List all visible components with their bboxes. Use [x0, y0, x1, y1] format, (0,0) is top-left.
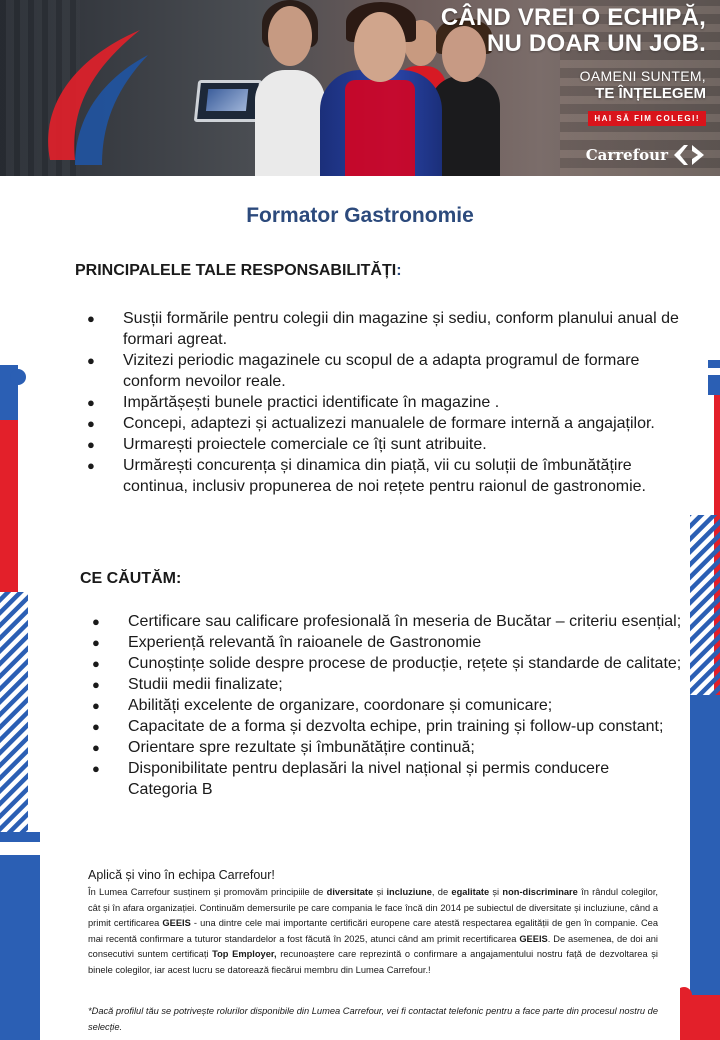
paragraph-highlight: GEEIS [162, 918, 191, 928]
list-item: ● Certificare sau calificare profesională în meseria de Bucătar – criteriu esențial; [92, 611, 682, 632]
banner-headline-line2: NU DOAR UN JOB. [486, 30, 706, 57]
requirements-heading: CE CĂUTĂM: [80, 570, 182, 587]
list-item: ● Orientare spre rezultate și îmbunătățire continuă; [92, 737, 682, 758]
banner-person-vest [345, 80, 415, 176]
banner-subline1: OAMENI SUNTEM, [579, 68, 706, 84]
diversity-paragraph [88, 885, 658, 978]
job-title: Formator Gastronomie [246, 204, 474, 227]
list-item: ● Vizitezi periodic magazinele cu scopul de a adapta programul de formare conform nevoilor reale. [87, 350, 687, 392]
list-item: ● Concepi, adaptezi și actualizezi manualele de formare internă a angajaților. [87, 413, 687, 434]
requirements-list [92, 611, 682, 800]
carrefour-logo-icon [672, 144, 706, 166]
banner-swoosh-icon [30, 20, 150, 170]
list-item: ● Urmărești concurența și dinamica din piață, vii cu soluții de îmbunătățire continua, inclusiv propunerea de noi rețete pentru raionul de gastronomie. [87, 455, 687, 497]
left-puzzle-decoration [0, 355, 40, 1040]
banner-person-head [442, 26, 486, 82]
list-item: ● Studii medii finalizate; [92, 674, 682, 695]
paragraph-highlight: non-discriminare [502, 887, 578, 897]
paragraph-text: - una dintre cele mai importante certificări europene care atestă respectarea egalității de gen în companie. Cea mai recentă confirmare a tuturor standardelor a fost făcută în 2025, atunci când am primit recertificarea [88, 918, 659, 944]
paragraph-text: în rândul colegilor, cât și în afara organizației. Continuăm demersurile pe care compania le face încă din 2014 pe subiectul de diversitate și incluziune, când a primit certificarea [88, 887, 658, 928]
list-item: ● Abilități excelente de organizare, coordonare și comunicare; [92, 695, 682, 716]
paragraph-text: și [373, 887, 387, 897]
paragraph-text: și [489, 887, 503, 897]
laptop-image [194, 80, 262, 122]
paragraph-text: În Lumea Carrefour susținem și promovăm principiile de [88, 887, 327, 897]
list-item: ● Experiență relevantă în raioanele de Gastronomie [92, 632, 682, 653]
list-item: ● Disponibilitate pentru deplasări la nivel național și permis conducere Categoria B [92, 758, 682, 800]
carrefour-logo-text: Carrefour [585, 146, 668, 164]
banner-person [255, 70, 325, 176]
banner-headline-line1: CÂND VREI O ECHIPĂ, [440, 4, 706, 31]
paragraph-highlight: incluziune [386, 887, 432, 897]
paragraph-text: , de [431, 887, 452, 897]
list-item: ● Capacitate de a forma și dezvolta echipe, prin training și follow-up constant; [92, 716, 682, 737]
banner-person-head [354, 12, 406, 82]
paragraph-highlight: diversitate [326, 887, 374, 897]
paragraph-highlight: Top Employer, [212, 949, 277, 959]
responsibilities-heading-colon: : [396, 262, 402, 279]
list-item: ● Susții formările pentru colegii din magazine și sediu, conform planului anual de formari agreat. [87, 308, 687, 350]
hero-banner [0, 0, 720, 176]
responsibilities-heading-text: PRINCIPALELE TALE RESPONSABILITĂȚI [75, 262, 397, 279]
paragraph-highlight: GEEIS [519, 933, 548, 944]
carrefour-logo [586, 144, 706, 166]
banner-person-head [268, 6, 312, 66]
list-item: ● Cunoștințe solide despre procese de producție, rețete și standarde de calitate; [92, 653, 682, 674]
paragraph-highlight: egalitate [451, 887, 490, 897]
apply-call-to-action: Aplică și vino în echipa Carrefour! [88, 868, 275, 882]
paragraph-text: . De asemenea, de doi ani consecutivi suntem certificați [88, 933, 658, 959]
paragraph-text: recunoaștere care reprezintă o confirmare a angajamentului nostru față de dezvoltarea și binele colegilor, iar acest lucru se datorează fiecărui membru din Lumea Carrefour.! [88, 949, 658, 975]
list-item: ● Impărtășești bunele practici identificate în magazine . [87, 392, 687, 413]
banner-tag: HAI SĂ FIM COLEGI! [588, 111, 706, 126]
responsibilities-heading [75, 262, 402, 280]
selection-note: *Dacă profilul tău se potrivește rolurilor disponibile din Lumea Carrefour, vei fi contactat telefonic pentru a face parte din procesul nostru de selecție. [88, 1006, 659, 1032]
banner-subline2: TE ÎNȚELEGEM [595, 85, 706, 102]
list-item: ● Urmarești proiectele comerciale ce îți sunt atribuite. [87, 434, 687, 455]
responsibilities-list [87, 308, 687, 497]
